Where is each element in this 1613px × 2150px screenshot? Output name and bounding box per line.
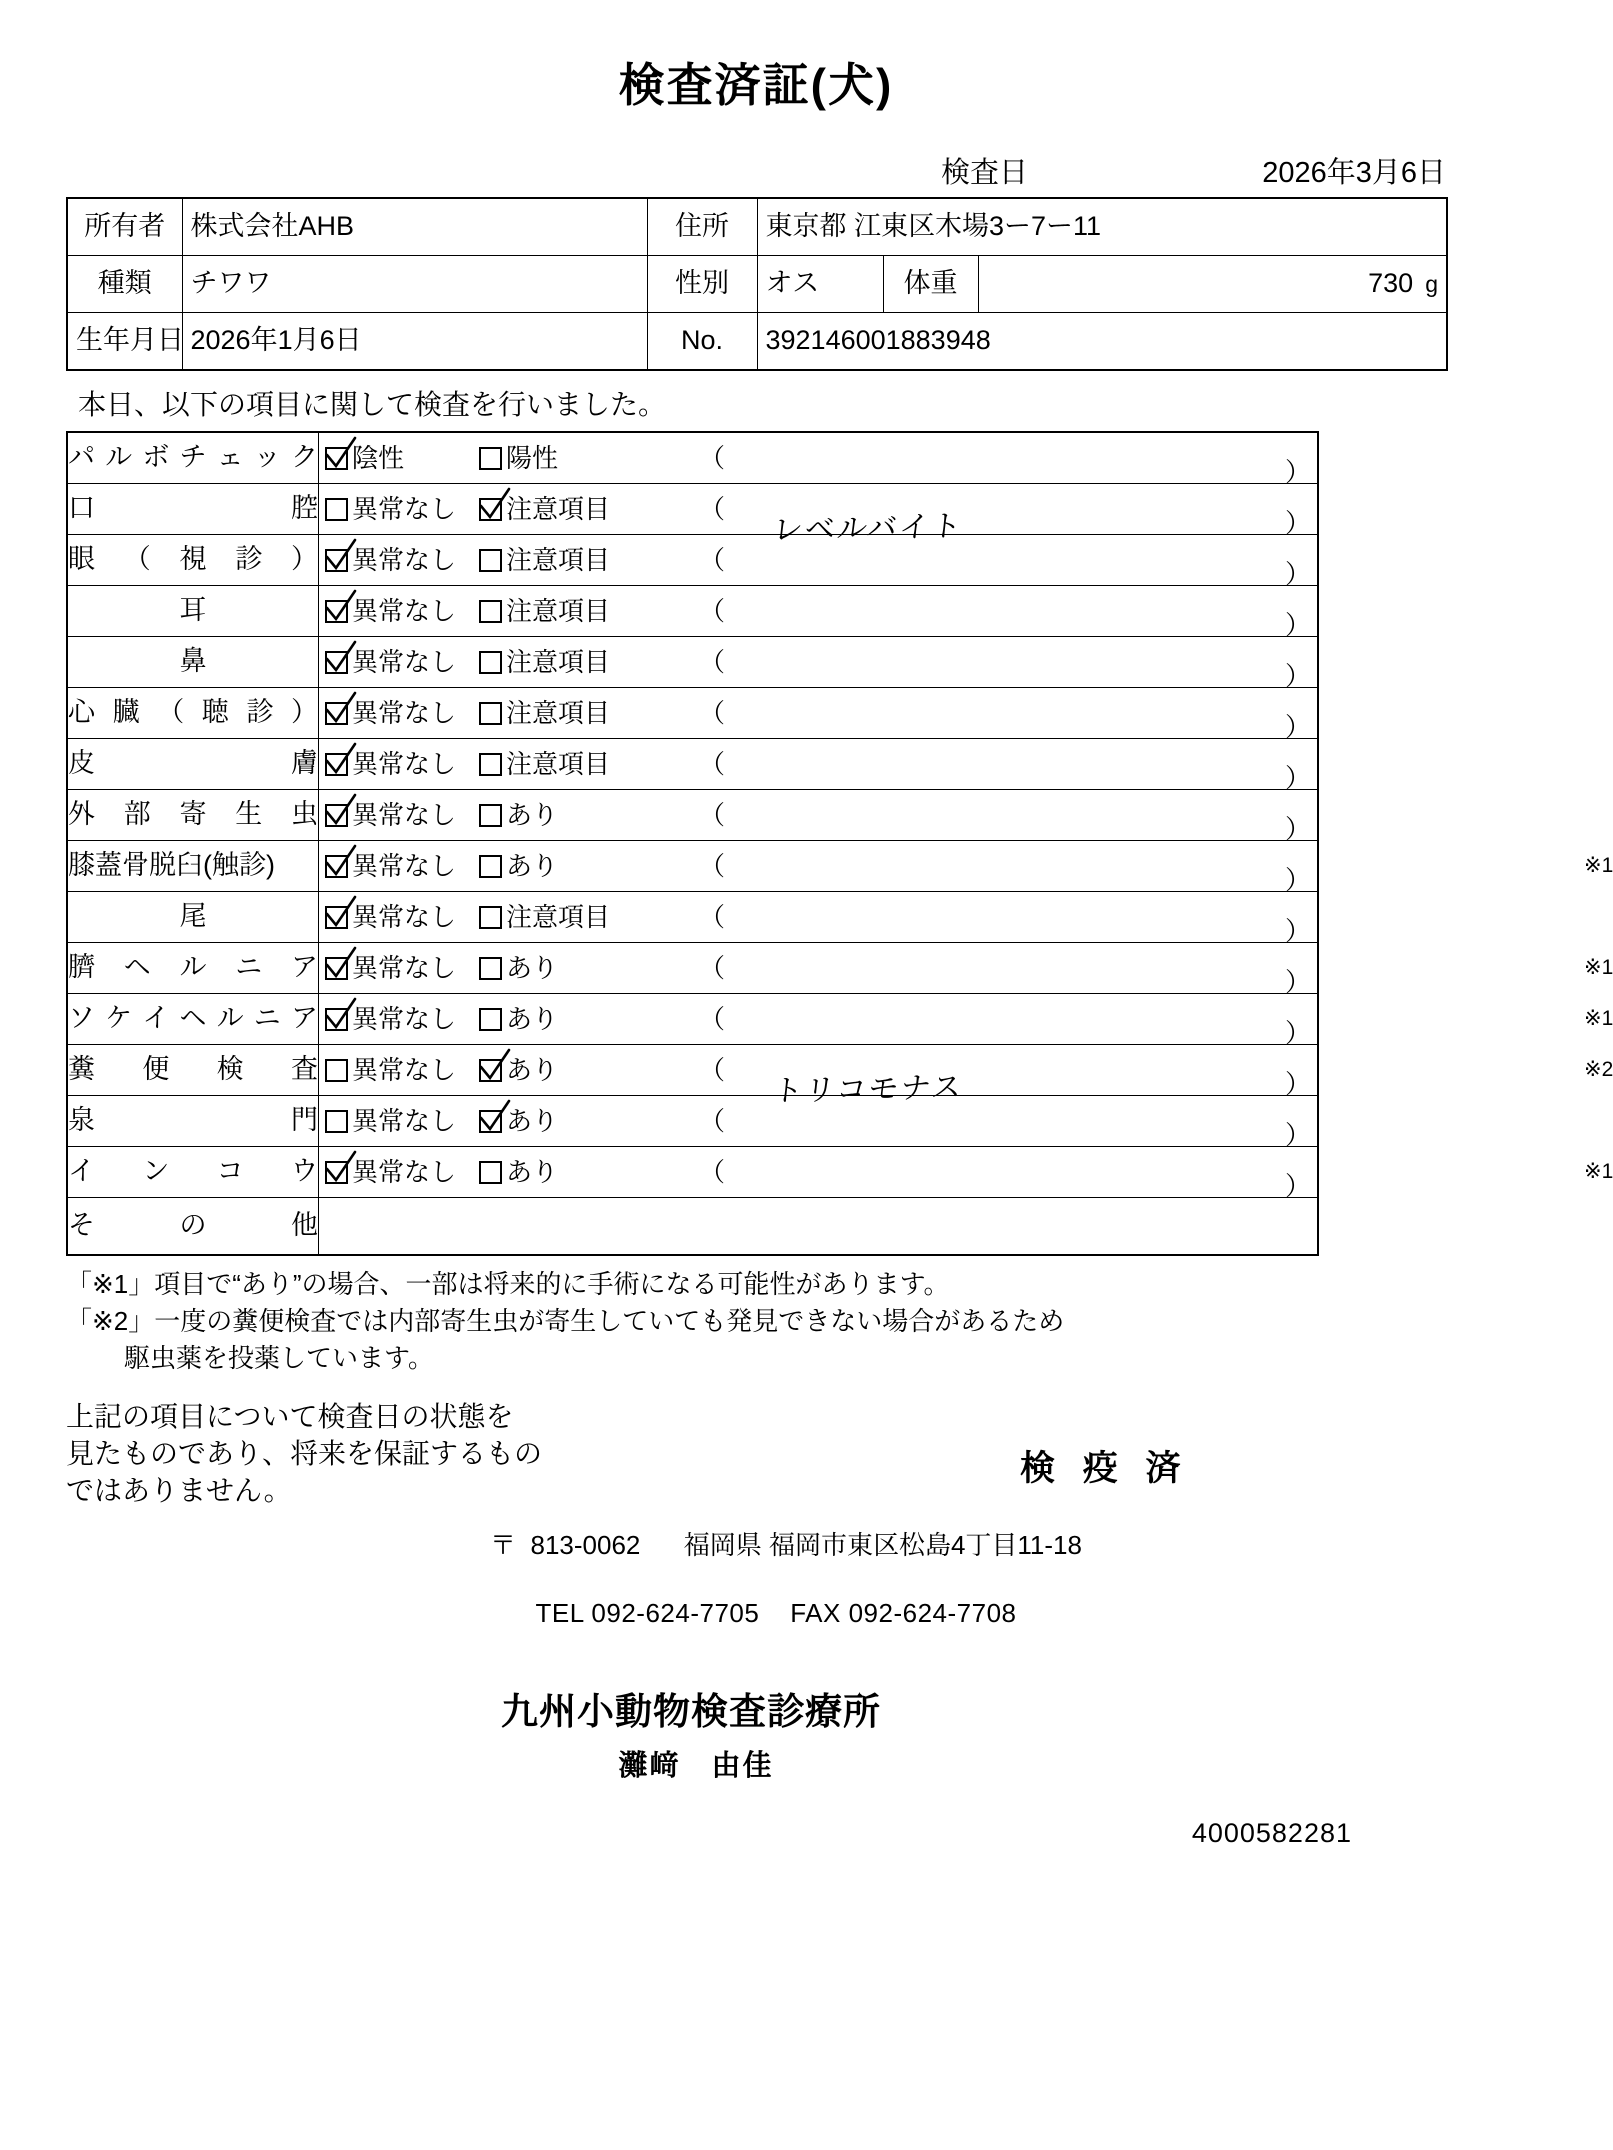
clinic-address-line [0, 1525, 1512, 1562]
checkbox-option-1-label: 異常なし [352, 1156, 457, 1187]
checklist-row [67, 484, 1318, 535]
checkbox-option-2-label: あり [506, 1054, 559, 1085]
checklist-item-label: パ ル ボ チ ェ ッ ク [67, 432, 319, 484]
clinic-address: 福岡県 福岡市東区松島4丁目11-18 [683, 1529, 1082, 1560]
checklist-options-cell [319, 688, 1319, 742]
checkbox-option-1[interactable] [325, 750, 479, 779]
checkbox-option-1[interactable] [325, 852, 479, 881]
note-paren-close: ） [1284, 967, 1311, 997]
checkbox-icon[interactable] [479, 447, 502, 470]
other-value[interactable] [319, 1198, 1319, 1256]
checkbox-option-2[interactable] [479, 444, 689, 473]
note-paren-open: （ [699, 952, 726, 983]
checkbox-option-2-label: 注意項目 [506, 544, 611, 575]
clinic-contact-line [0, 1598, 1512, 1629]
checkbox-icon[interactable] [479, 1110, 502, 1133]
checklist-options-cell [319, 943, 1613, 997]
sex-value: オス [757, 256, 883, 313]
checkbox-option-2-label: 注意項目 [506, 748, 611, 779]
intro-sentence: 本日、以下の項目に関して検査を行いました。 [78, 389, 667, 420]
note-paren-open: （ [699, 901, 726, 932]
note-paren-close: ） [1284, 457, 1311, 487]
checkbox-icon[interactable] [325, 702, 348, 725]
disclaimer-line-1: 上記の項目について検査日の状態を [66, 1400, 514, 1432]
note-paren-open: （ [699, 595, 726, 626]
checkbox-option-1[interactable] [325, 1005, 479, 1034]
checkbox-option-2-label: 注意項目 [506, 901, 611, 932]
checkbox-option-2[interactable] [479, 903, 689, 932]
checkbox-icon[interactable] [479, 600, 502, 623]
note-paren-close: ） [1284, 712, 1311, 742]
checklist-options-cell [319, 790, 1319, 844]
checkbox-option-1[interactable] [325, 801, 479, 830]
checkbox-option-2[interactable] [479, 1005, 689, 1034]
checklist-item-label: 心 臓 （ 聴 診 ） [67, 688, 319, 739]
checkbox-icon[interactable] [479, 855, 502, 878]
note-paren-close: ） [1284, 661, 1311, 691]
checklist-item-label: 眼 （ 視 診 ） [67, 535, 319, 586]
checkbox-icon[interactable] [325, 855, 348, 878]
quarantine-stamp: 検 疫 済 [1020, 1448, 1190, 1488]
checkbox-option-1[interactable] [325, 1158, 479, 1187]
checklist-options-cell [319, 841, 1613, 895]
note-paren-open: （ [699, 544, 726, 575]
note-paren-open: （ [699, 1105, 726, 1136]
checkbox-option-2-label: 注意項目 [506, 493, 611, 524]
checklist-item-label: 外 部 寄 生 虫 [67, 790, 319, 841]
checklist-options-cell [319, 892, 1319, 946]
note-paren-open: （ [699, 748, 726, 779]
checkbox-icon[interactable] [479, 549, 502, 572]
checkbox-option-1[interactable] [325, 495, 479, 524]
checkbox-option-1[interactable] [325, 954, 479, 983]
checkbox-icon[interactable] [479, 702, 502, 725]
checkbox-option-2[interactable] [479, 648, 689, 677]
checklist-row [67, 1147, 1318, 1198]
checklist-options-cell [319, 1147, 1613, 1201]
owner-info-table [66, 197, 1448, 371]
checkbox-option-1-label: 異常なし [352, 493, 457, 524]
address-label: 住所 [647, 198, 757, 256]
inspection-date-value: 2026年3月6日 [1262, 157, 1446, 189]
checkbox-icon[interactable] [479, 498, 502, 521]
checkbox-icon[interactable] [325, 1059, 348, 1082]
note-paren-open: （ [699, 799, 726, 830]
weight-label: 体重 [883, 256, 978, 313]
checkbox-option-1-label: 異常なし [352, 697, 457, 728]
checkbox-option-2[interactable] [479, 699, 689, 728]
footnote-2-line-2: 駆虫薬を投薬しています。 [124, 1342, 434, 1373]
checkbox-option-2-label: 注意項目 [506, 646, 611, 677]
checklist-row [67, 994, 1318, 1045]
checkbox-option-2[interactable] [479, 495, 689, 524]
checkbox-option-2[interactable] [479, 1056, 689, 1085]
checkbox-option-1-label: 異常なし [352, 1105, 457, 1136]
inspection-date-label: 検査日 [940, 157, 1028, 189]
checkbox-icon[interactable] [325, 651, 348, 674]
checkbox-icon[interactable] [479, 1059, 502, 1082]
note-paren-close: ） [1284, 1018, 1311, 1048]
checklist-options-cell [319, 586, 1319, 640]
checkbox-option-1-label: 異常なし [352, 799, 457, 830]
checklist-item-label: 糞 便 検 査 [67, 1045, 319, 1096]
footnote-1: 「※1」項目で“あり”の場合、一部は将来的に手術になる可能性があります。 [66, 1269, 950, 1299]
checkbox-icon[interactable] [325, 804, 348, 827]
note-paren-close: ） [1284, 610, 1311, 640]
checklist-table [66, 431, 1613, 1256]
disclaimer-line-3: ではありません。 [66, 1474, 292, 1506]
checkbox-option-2[interactable] [479, 852, 689, 881]
checkbox-option-2[interactable] [479, 597, 689, 626]
footnote-marker: ※1 [1584, 854, 1613, 878]
checkbox-option-1[interactable] [325, 546, 479, 575]
checkbox-option-2[interactable] [479, 750, 689, 779]
note-paren-open: （ [699, 850, 726, 881]
footnote-marker: ※1 [1584, 956, 1613, 980]
checklist-item-label: 鼻 [67, 637, 319, 688]
note-paren-close: ） [1284, 916, 1311, 946]
disclaimer-line-2: 見たものであり、将来を保証するもの [66, 1437, 543, 1469]
note-paren-close: ） [1284, 1069, 1311, 1099]
checkbox-option-2-label: 注意項目 [506, 595, 611, 626]
checkbox-icon[interactable] [325, 1008, 348, 1031]
checklist-options-cell [319, 484, 1319, 548]
checkbox-option-2-label: あり [506, 799, 559, 830]
checkbox-option-1-label: 異常なし [352, 544, 457, 575]
checkbox-option-2[interactable] [479, 801, 689, 830]
other-label: そ の 他 [67, 1198, 319, 1256]
checkbox-option-1[interactable] [325, 597, 479, 626]
note-paren-close: ） [1284, 1171, 1311, 1201]
checkbox-icon[interactable] [325, 957, 348, 980]
note-paren-close: ） [1284, 1120, 1311, 1150]
checkbox-option-2-label: あり [506, 1105, 559, 1136]
note-paren-close: ） [1284, 508, 1311, 538]
table-row-birthdate [67, 313, 1447, 371]
postal-mark-icon: 〒 [490, 1529, 517, 1560]
weight-value: 730 [1368, 268, 1414, 299]
checkbox-icon[interactable] [325, 549, 348, 572]
checkbox-icon[interactable] [325, 600, 348, 623]
checkbox-icon[interactable] [479, 651, 502, 674]
note-paren-open: （ [699, 442, 726, 473]
checkbox-option-2-label: あり [506, 1156, 559, 1187]
breed-value: チワワ [182, 256, 647, 313]
note-paren-open: （ [699, 1156, 726, 1187]
checkbox-icon[interactable] [325, 906, 348, 929]
microchip-no-value: 392146001883948 [757, 313, 1447, 371]
checkbox-icon[interactable] [479, 906, 502, 929]
checkbox-icon[interactable] [479, 1161, 502, 1184]
checkbox-option-1-label: 異常なし [352, 901, 457, 932]
clinic-name: 九州小動物検査診療所 [501, 1690, 881, 1732]
footnote-2-line-1: 「※2」一度の糞便検査では内部寄生虫が寄生していても発見できない場合があるため [66, 1305, 1065, 1336]
checklist-item-label: 臍 ヘ ル ニ ア [67, 943, 319, 994]
note-paren-open: （ [699, 1054, 726, 1085]
sex-label: 性別 [647, 256, 757, 313]
checklist-row [67, 1096, 1318, 1147]
note-paren-open: （ [699, 697, 726, 728]
checklist-options-cell [319, 739, 1319, 793]
veterinarian-name: 灘﨑 由佳 [618, 1749, 774, 1782]
checklist-row-other [67, 1198, 1318, 1256]
checklist-item-label: 尾 [67, 892, 319, 943]
table-row-owner [67, 198, 1447, 256]
disclaimer-text [66, 1399, 626, 1510]
birthdate-value: 2026年1月6日 [182, 313, 647, 371]
note-paren-open: （ [699, 493, 726, 524]
checklist-row [67, 943, 1318, 994]
birthdate-label: 生年月日 [67, 313, 182, 371]
checklist-options-cell [319, 535, 1319, 589]
microchip-no-label: No. [647, 313, 757, 371]
clinic-postal-code: 813-0062 [530, 1529, 641, 1560]
checkbox-option-1-label: 異常なし [352, 748, 457, 779]
note-paren-open: （ [699, 1003, 726, 1034]
checkbox-option-1[interactable] [325, 699, 479, 728]
handwritten-note: トリコモナス [771, 1070, 966, 1109]
checkbox-option-1-label: 異常なし [352, 646, 457, 677]
checkbox-icon[interactable] [325, 1110, 348, 1133]
checkbox-option-1[interactable] [325, 1056, 479, 1085]
checklist-options-cell [319, 1096, 1319, 1150]
owner-info-section [0, 197, 1512, 371]
checkbox-option-2-label: あり [506, 850, 559, 881]
checkbox-option-1[interactable] [325, 903, 479, 932]
footnote-marker: ※2 [1584, 1058, 1613, 1082]
checkbox-icon[interactable] [325, 498, 348, 521]
checkbox-option-2-label: あり [506, 1003, 559, 1034]
checkbox-option-1[interactable] [325, 444, 479, 473]
weight-value-cell [978, 256, 1447, 313]
note-paren-close: ） [1284, 814, 1311, 844]
checkbox-option-2[interactable] [479, 546, 689, 575]
checkbox-option-1-label: 異常なし [352, 1003, 457, 1034]
checkbox-option-2-label: 陽性 [506, 442, 559, 473]
checklist-row [67, 1045, 1318, 1096]
page-title: 検査済証(犬) [618, 59, 894, 111]
checkbox-option-1-label: 陰性 [352, 442, 405, 473]
note-paren-close: ） [1284, 865, 1311, 895]
checkbox-icon[interactable] [479, 1008, 502, 1031]
checklist-section [0, 431, 1613, 1256]
handwritten-note: レベルバイト [771, 509, 965, 548]
checkbox-icon[interactable] [325, 447, 348, 470]
table-row-breed [67, 256, 1447, 313]
checklist-item-label: 皮 膚 [67, 739, 319, 790]
checklist-options-cell [319, 637, 1319, 691]
checklist-row [67, 841, 1318, 892]
checklist-item-label: 膝蓋骨脱臼(触診) [67, 841, 319, 892]
checklist-item-label: ソ ケ イ ヘ ル ニ ア [67, 994, 319, 1045]
owner-label: 所有者 [67, 198, 182, 256]
checklist-item-label: 泉 門 [67, 1096, 319, 1147]
checklist-row [67, 432, 1318, 484]
checkbox-option-2[interactable] [479, 1107, 689, 1136]
checkbox-option-2[interactable] [479, 954, 689, 983]
checkbox-icon[interactable] [479, 957, 502, 980]
checkbox-icon[interactable] [325, 753, 348, 776]
checkbox-option-1[interactable] [325, 648, 479, 677]
checkbox-option-1-label: 異常なし [352, 850, 457, 881]
checkbox-option-2-label: あり [506, 952, 559, 983]
clinic-tel: TEL 092-624-7705 [535, 1597, 760, 1628]
checklist-options-cell [319, 1045, 1613, 1109]
clinic-fax: FAX 092-624-7708 [790, 1597, 1017, 1628]
footnote-marker: ※1 [1584, 1160, 1613, 1184]
inspection-date-row [0, 150, 1512, 191]
checklist-row [67, 535, 1318, 586]
owner-value: 株式会社AHB [182, 198, 647, 256]
checklist-item-label: イ ン コ ウ [67, 1147, 319, 1198]
checkbox-option-1-label: 異常なし [352, 1054, 457, 1085]
checkbox-icon[interactable] [325, 1161, 348, 1184]
checklist-item-label: 耳 [67, 586, 319, 637]
checklist-item-label: 口 腔 [67, 484, 319, 535]
checkbox-option-2[interactable] [479, 1158, 689, 1187]
checklist-row [67, 688, 1318, 739]
note-paren-close: ） [1284, 559, 1311, 589]
breed-label: 種類 [67, 256, 182, 313]
reference-number: 4000582281 [1191, 1817, 1352, 1848]
disclaimer-section [0, 1399, 1512, 1519]
checkbox-option-2-label: 注意項目 [506, 697, 611, 728]
checkbox-option-1[interactable] [325, 1107, 479, 1136]
checklist-row [67, 892, 1318, 943]
checkbox-option-1-label: 異常なし [352, 595, 457, 626]
address-value: 東京都 江東区木場3ー7ー11 [757, 198, 1447, 256]
checklist-options-cell [319, 994, 1613, 1048]
checkbox-option-1-label: 異常なし [352, 952, 457, 983]
weight-unit: g [1425, 271, 1438, 298]
checklist-row [67, 790, 1318, 841]
checklist-row [67, 637, 1318, 688]
note-paren-open: （ [699, 646, 726, 677]
checklist-row [67, 739, 1318, 790]
checkbox-icon[interactable] [479, 753, 502, 776]
note-paren-close: ） [1284, 763, 1311, 793]
checklist-row [67, 586, 1318, 637]
checklist-options-cell [319, 432, 1319, 487]
footnote-marker: ※1 [1584, 1007, 1613, 1031]
checkbox-icon[interactable] [479, 804, 502, 827]
footnotes [0, 1266, 1512, 1377]
